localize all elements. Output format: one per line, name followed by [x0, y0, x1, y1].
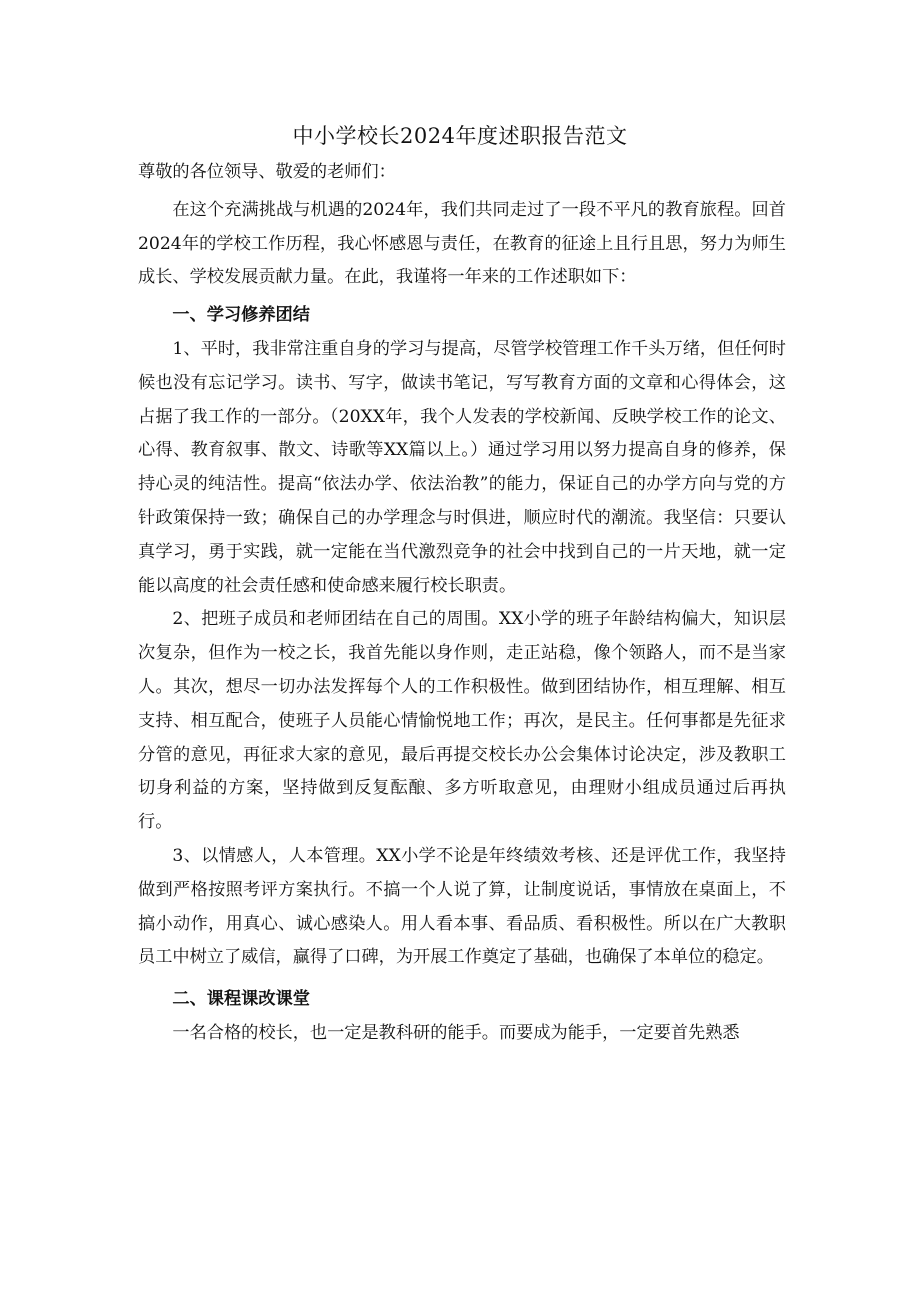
paragraph: 一名合格的校长，也一定是教科研的能手。而要成为能手，一定要首先熟悉	[172, 1022, 740, 1043]
document-body	[138, 156, 786, 1051]
document-title: 中小学校长2024年度述职报告范文	[292, 124, 628, 148]
greeting: 尊敬的各位领导、敬爱的老师们：	[138, 162, 396, 182]
paragraph: 1、平时，我非常注重自身的学习与提高，尽管学校管理工作千头万绪，但任何时候也没有忘记学习。读书、写字，做读书笔记，写写教育方面的文章和心得体会，这占据了我工作的一部分。（20XX年，我个人发表的学校新闻、反映学校工作的论文、心得、教育叙事、散文、诗歌等XX篇以上。）通过学习用以努力提高自身的修养，保持心灵的纯洁性。提高“依法办学、依法治教”的能力，保证自己的办学方向与党的方针政策保持一致；确保自己的办学理念与时俱进，顺应时代的潮流。我坚信：只要认真学习，勇于实践，就一定能在当代激烈竞争的社会中找到自己的一片天地，就一定能以高度的社会责任感和使命感来履行校长职责。	[138, 338, 786, 596]
paragraph: 3、以情感人，人本管理。XX小学不论是年终绩效考核、还是评优工作，我坚持做到严格按照考评方案执行。不搞一个人说了算，让制度说话，事情放在桌面上，不搞小动作，用真心、诚心感染人。用人看本事、看品质、看积极性。所以在广大教职员工中树立了威信，赢得了口碑，为开展工作奠定了基础，也确保了本单位的稳定。	[138, 845, 786, 968]
section-heading-2: 二、课程课改课堂	[172, 989, 310, 1010]
section-heading-1: 一、学习修养团结	[172, 305, 310, 326]
paragraph: 2、把班子成员和老师团结在自己的周围。XX小学的班子年龄结构偏大，知识层次复杂，但作为一校之长，我首先能以身作则，走正站稳，像个领路人，而不是当家人。其次，想尽一切办法发挥每个人的工作积极性。做到团结协作，相互理解、相互支持、相互配合，使班子人员能心情愉悦地工作；再次，是民主。任何事都是先征求分管的意见，再征求大家的意见，最后再提交校长办公会集体讨论决定，涉及教职工切身利益的方案，坚持做到反复酝酿、多方听取意见，由理财小组成员通过后再执行。	[138, 609, 786, 833]
intro-paragraph: 在这个充满挑战与机遇的2024年，我们共同走过了一段不平凡的教育旅程。回首2024年的学校工作历程，我心怀感恩与责任，在教育的征途上且行且思，努力为师生成长、学校发展贡献力量。在此，我谨将一年来的工作述职如下：	[138, 199, 786, 288]
